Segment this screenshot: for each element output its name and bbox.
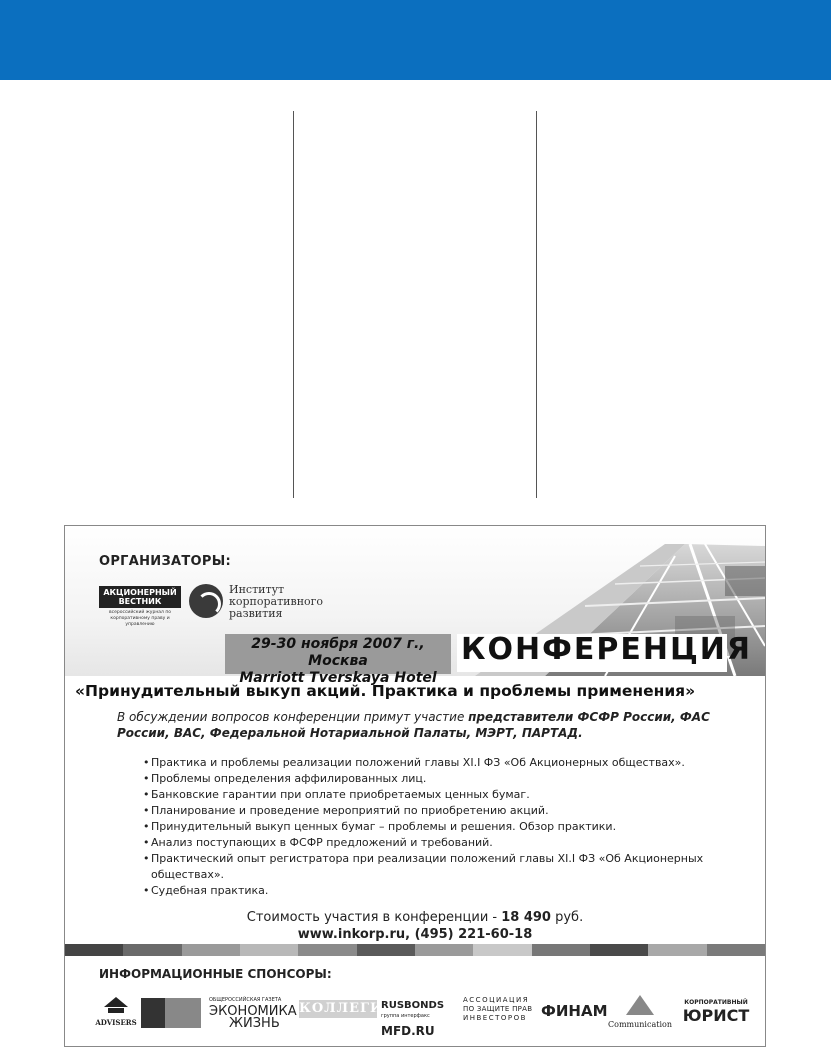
topic-item: • Планирование и проведение мероприятий по приобретению акций.	[143, 803, 753, 819]
strip-segment	[707, 944, 765, 956]
ad-hero	[65, 526, 765, 686]
kollegia-logo: КОЛЛЕГИЯ	[299, 1001, 396, 1016]
event-date-venue	[225, 634, 451, 686]
strip-segment	[415, 944, 473, 956]
topic-item: • Практический опыт регистратора при реализации положений главы XI.I ФЗ «Об Акционерных обществах».	[143, 851, 753, 883]
communication-triangle-icon	[625, 994, 655, 1016]
rts-logo	[141, 998, 201, 1028]
sponsor-logos	[95, 994, 755, 1038]
mfd-logo: MFD.RU	[381, 1024, 435, 1038]
column-divider-left	[293, 111, 294, 498]
topic-item: • Судебная практика.	[143, 883, 753, 899]
pa-communication-logo: Communication	[605, 994, 675, 1029]
contacts: www.inkorp.ru, (495) 221-60-18	[297, 927, 533, 942]
topics-list	[143, 755, 753, 899]
column-divider-right	[536, 111, 537, 498]
conference-title: КОНФЕРЕНЦИЯ	[461, 632, 753, 667]
ikr-name: Институт корпоративного развития	[229, 583, 324, 620]
ikr-emblem-icon	[189, 584, 223, 618]
institute-corporate-development-logo	[189, 584, 339, 628]
ekonomika-zhizn-logo: ОБЩЕРОССИЙСКАЯ ГАЗЕТА ЭКОНОМИКА ЖИЗНЬ	[209, 997, 297, 1031]
strip-segment	[298, 944, 356, 956]
topic-item: • Проблемы определения аффилированных лиц.	[143, 771, 753, 787]
rusbonds-logo: RUSBONDS группа интерфакс	[381, 1000, 445, 1019]
top-blue-band	[0, 0, 831, 80]
event-date: 29-30 ноября 2007 г., Москва	[251, 636, 425, 669]
event-venue: Marriott Tverskaya Hotel	[239, 670, 437, 686]
advisers-logo: ADVISERS	[95, 996, 137, 1027]
investor-rights-association-logo: АССОЦИАЦИЯ ПО ЗАЩИТЕ ПРАВ ИНВЕСТОРОВ	[463, 996, 533, 1022]
strip-segment	[65, 944, 123, 956]
decorative-strip	[65, 944, 765, 956]
finam-logo: ФИНАМ	[541, 1002, 608, 1020]
topic-item: • Анализ поступающих в ФСФР предложений и требований.	[143, 835, 753, 851]
conference-intro: В обсуждении вопросов конференции примут участие представители ФСФР России, ФАС России, ВАС, Федеральной Нотариальной Палаты, МЭРТ, ПАРТАД.	[117, 710, 710, 740]
conference-advertisement	[64, 525, 766, 1047]
strip-segment	[648, 944, 706, 956]
conference-headline: «Принудительный выкуп акций. Практика и проблемы применения»	[75, 682, 696, 700]
organizers-label: ОРГАНИЗАТОРЫ:	[99, 554, 231, 569]
sponsors-label: ИНФОРМАЦИОННЫЕ СПОНСОРЫ:	[99, 967, 332, 981]
strip-segment	[182, 944, 240, 956]
aktsionerny-vestnik-logo: АКЦИОНЕРНЫЙ ВЕСТНИК всероссийский журнал по корпоративному праву и управлению	[99, 586, 181, 630]
strip-segment	[357, 944, 415, 956]
conference-title-box	[457, 632, 753, 672]
price-line: Стоимость участия в конференции - 18 490 руб.	[246, 910, 584, 925]
strip-segment	[123, 944, 181, 956]
strip-segment	[532, 944, 590, 956]
topic-item: • Банковские гарантии при оплате приобретаемых ценных бумаг.	[143, 787, 753, 803]
strip-segment	[473, 944, 531, 956]
advisers-house-icon	[103, 996, 129, 1014]
price-and-contacts	[65, 909, 765, 943]
strip-segment	[590, 944, 648, 956]
korporativny-yurist-logo: КОРПОРАТИВНЫЙ ЮРИСТ	[682, 999, 750, 1025]
topic-item: • Принудительный выкуп ценных бумаг – проблемы и решения. Обзор практики.	[143, 819, 753, 835]
strip-segment	[240, 944, 298, 956]
topic-item: • Практика и проблемы реализации положений главы XI.I ФЗ «Об Акционерных обществах».	[143, 755, 753, 771]
